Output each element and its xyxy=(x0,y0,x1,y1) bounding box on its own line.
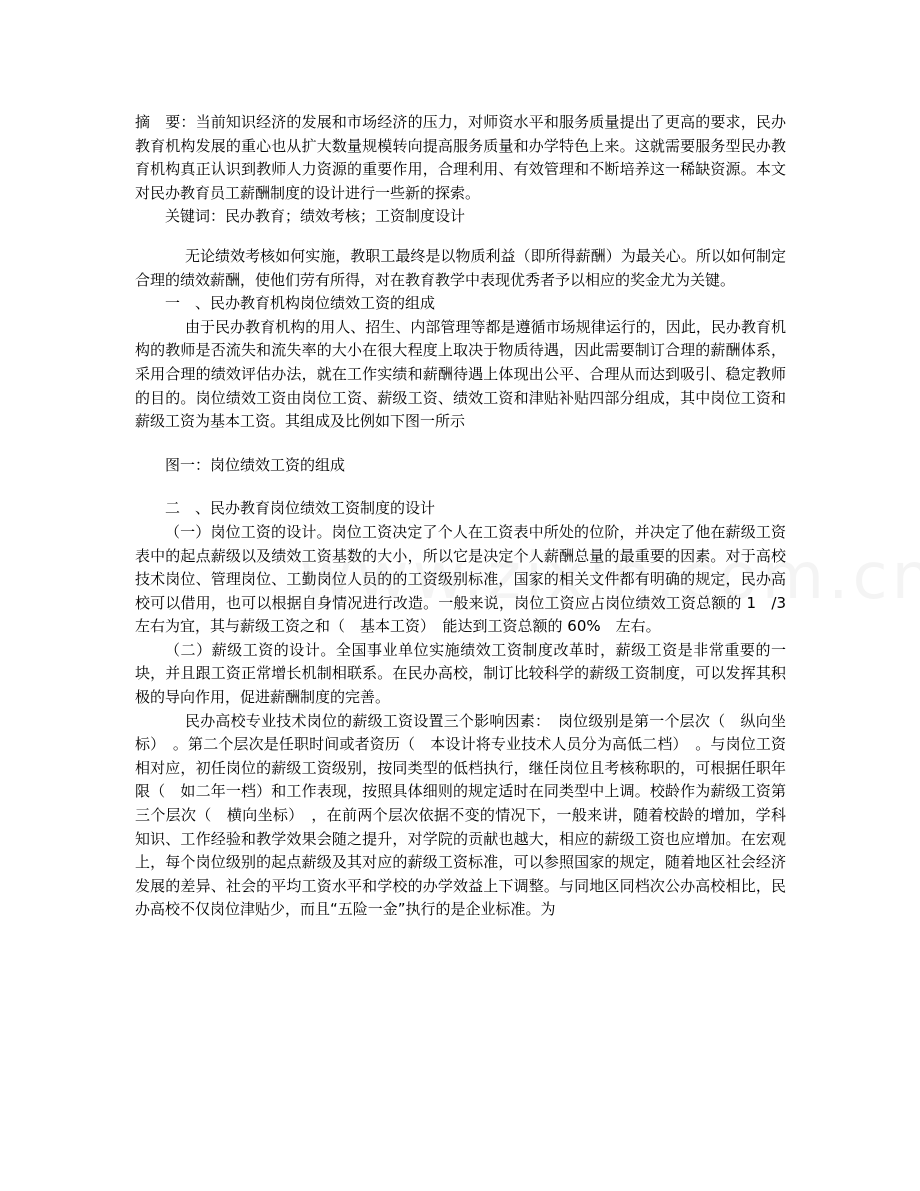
post-wage-paragraph: （一）岗位工资的设计。岗位工资决定了个人在工资表中所处的位阶，并决定了他在薪级工资表中的起点薪级以及绩效工资基数的大小，所以它是决定个人薪酬总量的最重要的因素。对于高校技术岗位、管理岗位、工勤岗位人员的的工资级别标准，国家的相关文件都有明确的规定，民办高校可以借用，也可以根据自身情况进行改造。一般来说，岗位工资应占岗位绩效工资总额的 1 /3 左右为宜，其与薪级工资之和（ 基本工资） 能达到工资总额的 60% 左右。 xyxy=(135,522,802,636)
section1-body: 由于民办教育机构的用人、招生、内部管理等都是遵循市场规律运行的，因此，民办教育机构的教师是否流失和流失率的大小在很大程度上取决于物质待遇，因此需要制订合理的薪酬体系，采用合理的绩效评估办法，就在工作实绩和薪酬待遇上体现出公平、合理从而达到吸引、稳定教师的目的。岗位绩效工资由岗位工资、薪级工资、绩效工资和津贴补贴四部分组成，其中岗位工资和薪级工资为基本工资。其组成及比例如下图一所示 xyxy=(135,317,786,431)
figure-caption: 图一：岗位绩效工资的组成 xyxy=(165,455,346,474)
factors-paragraph: 民办高校专业技术岗位的薪级工资设置三个影响因素： 岗位级别是第一个层次（ 纵向坐标） 。第二个层次是任职时间或者资历（ 本设计将专业技术人员分为高低二档） 。与岗位工资相对应，初任岗位的薪级工资级别，按同类型的低档执行，继任岗位且考核称职的，可根据任职年限（ 如二年一档）和工作表现，按照具体细则的规定适时在同类型中上调。校龄作为薪级工资第三个层次（ 横向坐标） ，在前两个层次依据不变的情况下，一般来讲，随着校龄的增加，学科知识、工作经验和教学效果会随之提升，对学院的贡献也越大，相应的薪级工资也应增加。在宏观上，每个岗位级别的起点薪级及其对应的薪级工资标准，可以参照国家的规定，随着地区社会经济发展的差异、社会的平均工资水平和学校的办学效益上下调整。与同地区同档次公办高校相比，民办高校不仅岗位津贴少，而且“五险一金”执行的是企业标准。为 xyxy=(135,711,786,919)
section2-heading: 二 、民办教育岗位绩效工资制度的设计 xyxy=(165,499,436,518)
abstract-paragraph: 摘 要：当前知识经济的发展和市场经济的压力，对师资水平和服务质量提出了更高的要求，民办教育机构发展的重心也从扩大数量规模转向提高服务质量和办学特色上来。这就需要服务型民办教育机构真正认识到教师人力资源的重要作用，合理利用、有效管理和不断培养这一稀缺资源。本文对民办教育员工薪酬制度的设计进行一些新的探索。 xyxy=(135,113,786,202)
intro-paragraph: 无论绩效考核如何实施，教职工最终是以物质利益（即所得薪酬）为最关心。所以如何制定合理的绩效薪酬，使他们劳有所得，对在教育教学中表现优秀者予以相应的奖金尤为关键。 xyxy=(135,246,786,289)
keywords-line: 关键词：民办教育；绩效考核；工资制度设计 xyxy=(165,207,466,226)
section1-heading: 一 、民办教育机构岗位绩效工资的组成 xyxy=(165,294,436,313)
grade-wage-paragraph: （二）薪级工资的设计。全国事业单位实施绩效工资制度改革时，薪级工资是非常重要的一块，并且跟工资正常增长机制相联系。在民办高校，制订比较科学的薪级工资制度，可以发挥其积极的导向作用，促进薪酬制度的完善。 xyxy=(135,640,786,707)
document-body xyxy=(135,111,802,922)
